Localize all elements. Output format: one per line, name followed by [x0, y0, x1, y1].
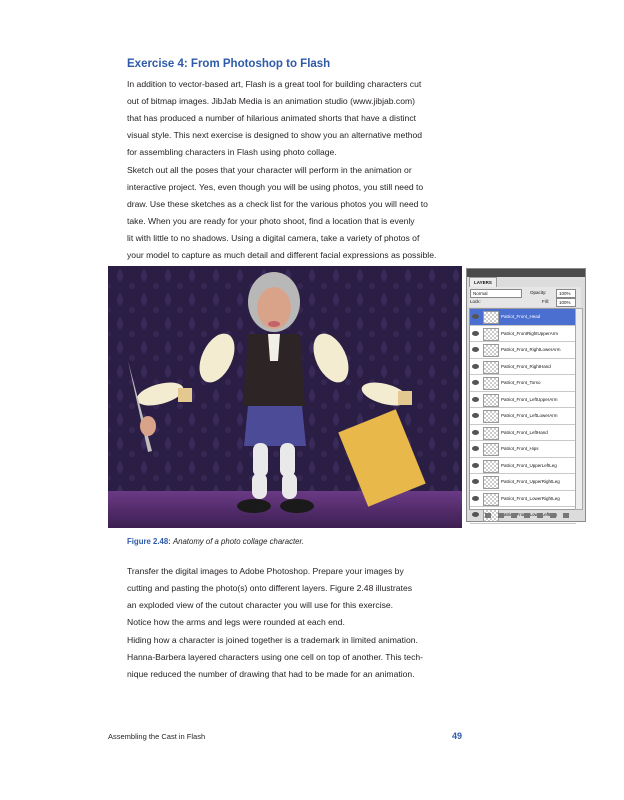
layer-row[interactable] — [470, 425, 576, 442]
layer-row[interactable] — [470, 408, 576, 425]
text-line: nique reduced the number of drawing that had to be made for an animation. — [127, 669, 415, 679]
layer-thumbnail — [483, 377, 499, 390]
visibility-eye-icon[interactable] — [472, 314, 479, 319]
layer-name: Patriot_Front_UpperLeftLeg — [501, 462, 557, 468]
layers-scrollbar[interactable] — [575, 308, 583, 510]
text-line: your model to capture as much detail and different facial expressions as possible. — [127, 250, 437, 260]
new-group-icon[interactable] — [537, 513, 543, 518]
figure-caption — [127, 537, 304, 546]
visibility-eye-icon[interactable] — [472, 331, 479, 336]
layer-thumbnail — [483, 361, 499, 374]
layer-list — [469, 308, 577, 510]
layer-actions — [485, 513, 576, 519]
layer-name: Patriot_FrontRightUpperArm — [501, 330, 559, 336]
layer-thumbnail — [483, 460, 499, 473]
layer-name: Patriot_Front_LeftLowerArm — [501, 413, 558, 418]
layer-thumbnail — [483, 394, 499, 407]
layer-row[interactable] — [470, 441, 576, 458]
layer-name: Patriot_Front_LeftHand — [501, 429, 548, 435]
text-line: Hanna-Barbera layered characters using one cell on top of another. This tech- — [127, 652, 424, 662]
layer-options — [469, 287, 581, 307]
layer-row[interactable] — [470, 359, 576, 376]
text-line: In addition to vector-based art, Flash is a great tool for building characters cut — [127, 79, 422, 89]
layer-thumbnail — [483, 443, 499, 456]
visibility-eye-icon[interactable] — [472, 397, 479, 402]
add-mask-icon[interactable] — [511, 513, 517, 518]
visibility-eye-icon[interactable] — [472, 347, 479, 352]
visibility-eye-icon[interactable] — [472, 463, 479, 468]
visibility-eye-icon[interactable] — [472, 446, 479, 451]
figure-label: Figure 2.48: — [127, 537, 171, 546]
collage-character-illustration — [108, 266, 462, 528]
text-line: that has produced a number of hilarious animated shorts that have a distinct — [127, 113, 417, 123]
layer-row[interactable] — [470, 326, 576, 343]
link-layers-icon[interactable] — [485, 513, 491, 518]
page-number: 49 — [452, 731, 463, 741]
text-line: take. When you are ready for your photo shoot, find a location that is evenly — [127, 216, 415, 226]
layer-row[interactable] — [470, 342, 576, 359]
lock-label: Lock: — [470, 299, 481, 304]
text-line: cutting and pasting the photo(s) onto different layers. Figure 2.48 illustrates — [127, 583, 413, 593]
text-line: Transfer the digital images to Adobe Photoshop. Prepare your images by — [127, 566, 404, 576]
paragraph-transfer — [127, 563, 472, 631]
fill-label: Fill: — [542, 299, 549, 304]
fill-input[interactable]: 100% — [556, 298, 576, 307]
text-line: lit with little to no shadows. Using a digital camera, take a variety of photos of — [127, 233, 420, 243]
text-line: out of bitmap images. JibJab Media is an animation studio (www.jibjab.com) — [127, 96, 416, 106]
collage-character-figure — [108, 266, 462, 528]
layer-style-icon[interactable] — [498, 513, 504, 518]
layer-row[interactable] — [470, 474, 576, 491]
layer-name: Patriot_Front_LeftUpperArm — [501, 396, 558, 402]
figure-caption-text: Anatomy of a photo collage character. — [172, 537, 304, 546]
visibility-eye-icon[interactable] — [472, 479, 479, 484]
paragraph-intro — [127, 76, 472, 161]
layer-row[interactable] — [470, 491, 576, 508]
layer-thumbnail — [483, 427, 499, 440]
panel-titlebar[interactable] — [467, 269, 585, 277]
running-footer: Assembling the Cast in Flash — [108, 732, 206, 741]
layer-thumbnail — [483, 344, 499, 357]
visibility-eye-icon[interactable] — [472, 364, 479, 369]
layer-name: Patriot_Front_Hips — [501, 446, 539, 451]
layer-row[interactable] — [470, 375, 576, 392]
text-line: draw. Use these sketches as a check list for the various photos you will need to — [127, 199, 428, 209]
layer-row[interactable] — [470, 458, 576, 475]
layer-row[interactable] — [470, 392, 576, 409]
layer-thumbnail — [483, 410, 499, 423]
opacity-input[interactable]: 100% — [556, 289, 576, 298]
layer-name: Patriot_Front_RightHand — [501, 363, 551, 369]
trash-icon[interactable] — [563, 513, 569, 518]
layer-name: Patriot_Front_RightLowerArm — [501, 347, 561, 352]
layer-row[interactable] — [470, 309, 576, 326]
paragraph-sketch — [127, 162, 472, 264]
visibility-eye-icon[interactable] — [472, 413, 479, 418]
visibility-eye-icon[interactable] — [472, 380, 479, 385]
text-line: Notice how the arms and legs were rounded at each end. — [127, 617, 345, 627]
visibility-eye-icon[interactable] — [472, 512, 479, 517]
visibility-eye-icon[interactable] — [472, 496, 479, 501]
blend-mode-select[interactable]: Normal — [470, 289, 522, 298]
layer-thumbnail — [483, 328, 499, 341]
text-line: visual style. This next exercise is designed to show you an alternative method — [127, 130, 423, 140]
visibility-eye-icon[interactable] — [472, 430, 479, 435]
layer-name: Patriot_Front_UpperRightLeg — [501, 479, 560, 484]
layers-panel — [466, 268, 586, 522]
tab-layers[interactable]: LAYERS — [469, 277, 497, 287]
layer-name: Patriot_Front_Head — [501, 314, 541, 319]
layer-thumbnail — [483, 476, 499, 489]
layer-thumbnail — [483, 493, 499, 506]
paragraph-hiding — [127, 632, 472, 683]
layer-name: Patriot_Front_Torso — [501, 380, 541, 385]
adjustment-layer-icon[interactable] — [524, 513, 530, 518]
section-title: Exercise 4: From Photoshop to Flash — [127, 58, 331, 70]
layer-thumbnail — [483, 311, 499, 324]
text-line: an exploded view of the cutout character you will use for this exercise. — [127, 600, 394, 610]
text-line: Sketch out all the poses that your character will perform in the animation or — [127, 165, 412, 175]
text-line: for assembling characters in Flash using photo collage. — [127, 147, 337, 157]
opacity-label: Opacity: — [530, 290, 547, 295]
text-line: Hiding how a character is joined together is a trademark in limited animation. — [127, 635, 418, 645]
text-line: interactive project. Yes, even though you will be using photos, you still need to — [127, 182, 424, 192]
new-layer-icon[interactable] — [550, 513, 556, 518]
layer-name: Patriot_Front_LowerRightLeg — [501, 495, 560, 501]
